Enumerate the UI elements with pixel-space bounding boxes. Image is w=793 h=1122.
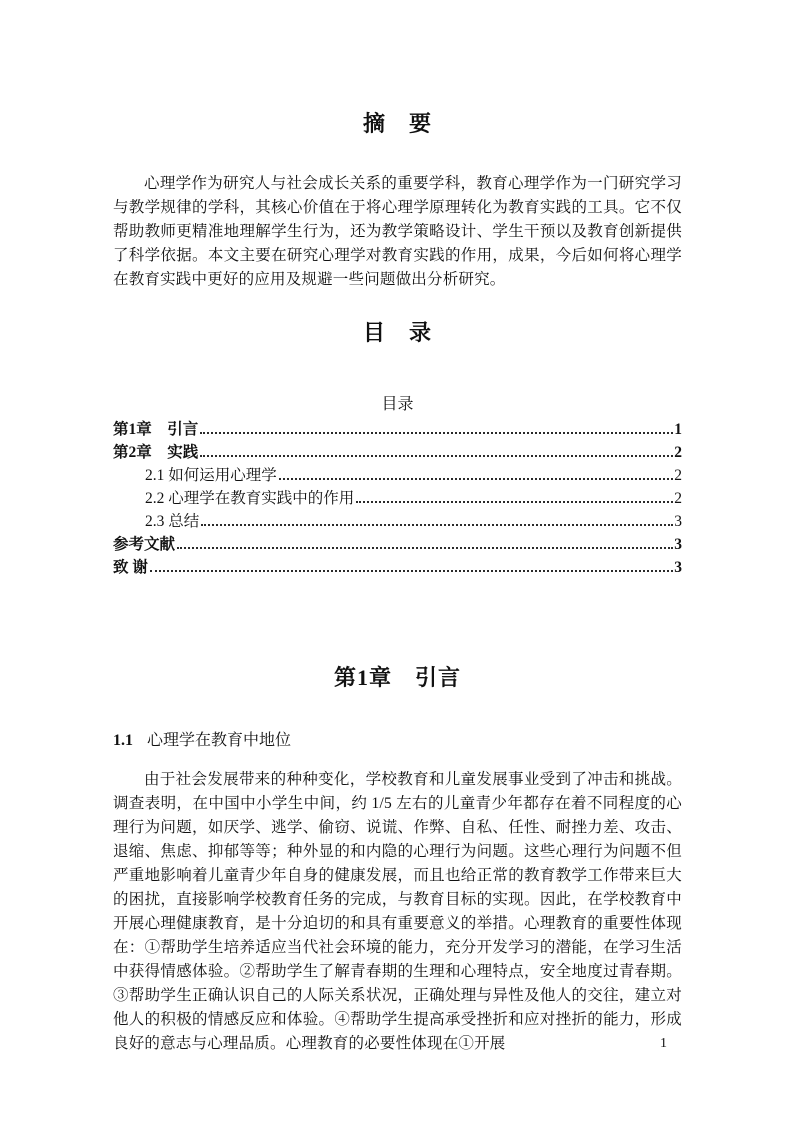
toc-entry-label: 2.2 心理学在教育实践中的作用 <box>145 490 355 507</box>
toc-entry-label: 2.1 如何运用心理学 <box>145 467 277 484</box>
toc-entry[interactable] <box>113 418 682 441</box>
toc-entry-page: 1 <box>674 421 682 438</box>
abstract-paragraph: 心理学作为研究人与社会成长关系的重要学科，教育心理学作为一门研究学习与教学规律的学科，其核心价值在于将心理学原理转化为教育实践的工具。它不仅帮助教师更精准地理解学生行为，还为教学策略设计、学生干预以及教育创新提供了科学依据。本文主要在研究心理学对教育实践的作用，成果，今后如何将心理学在教育实践中更好的应用及规避一些问题做出分析研究。 <box>113 175 682 288</box>
toc-entry[interactable] <box>113 487 682 510</box>
toc-entry[interactable] <box>113 441 682 464</box>
toc-entry[interactable] <box>113 556 682 579</box>
toc-leader-dots <box>200 455 673 457</box>
toc-entry-page: 3 <box>674 559 682 576</box>
toc-entry-label: 第1章 引言 <box>113 421 199 438</box>
toc-entry-page: 3 <box>674 513 682 530</box>
toc-leader-dots <box>200 432 673 434</box>
section-title: 心理学在教育中地位 <box>147 732 292 749</box>
page-number: 1 <box>660 1036 667 1051</box>
toc-subtitle: 目录 <box>381 396 414 413</box>
toc-leader-dots <box>279 478 673 480</box>
toc-leader-dots <box>201 524 673 526</box>
toc-entry-label: 致 谢 <box>113 559 148 576</box>
toc-leader-dots <box>177 547 673 549</box>
toc-leader-dots <box>150 570 673 572</box>
toc-title: 目 录 <box>362 320 432 345</box>
toc-entry[interactable] <box>113 464 682 487</box>
section-number: 1.1 <box>113 732 133 749</box>
abstract-title: 摘 要 <box>362 111 432 136</box>
chapter-title: 第1章 引言 <box>333 665 461 690</box>
toc-entry-label: 参考文献 <box>113 536 176 553</box>
toc-entry-page: 3 <box>674 536 682 553</box>
toc-entry[interactable] <box>113 510 682 533</box>
toc-entry-label: 第2章 实践 <box>113 444 199 461</box>
toc-leader-dots <box>356 501 673 503</box>
toc-entry-label: 2.3 总结 <box>145 513 200 530</box>
toc-entry-page: 2 <box>674 467 682 484</box>
toc-entry-page: 2 <box>674 444 682 461</box>
section-heading <box>113 730 682 752</box>
toc-entry[interactable] <box>113 533 682 556</box>
toc-list <box>113 418 682 579</box>
toc-entry-page: 2 <box>674 490 682 507</box>
chapter-paragraph: 由于社会发展带来的种种变化，学校教育和儿童发展事业受到了冲击和挑战。调查表明，在中国中小学生中间，约 1/5 左右的儿童青少年都存在着不同程度的心理行为问题，如厌学、逃学、偷窃、说谎、作弊、自私、任性、耐挫力差、攻击、退缩、焦虑、抑郁等等；种外显的和内隐的心理行为问题。这些心理行为问题不但严重地影响着儿童青少年自身的健康发展，而且也给正常的教育教学工作带来巨大的困扰，直接影响学校教育任务的完成，与教育目标的实现。因此，在学校教育中开展心理健康教育，是十分迫切的和具有重要意义的举措。心理教育的重要性体现在：①帮助学生培养适应当代社会环境的能力，充分开发学习的潜能，在学习生活中获得情感体验。②帮助学生了解青春期的生理和心理特点，安全地度过青春期。③帮助学生正确认识自己的人际关系状况，正确处理与异性及他人的交往，建立对他人的积极的情感反应和体验。④帮助学生提高承受挫折和应对挫折的能力，形成良好的意志与心理品质。心理教育的必要性体现在①开展 <box>113 771 682 1052</box>
